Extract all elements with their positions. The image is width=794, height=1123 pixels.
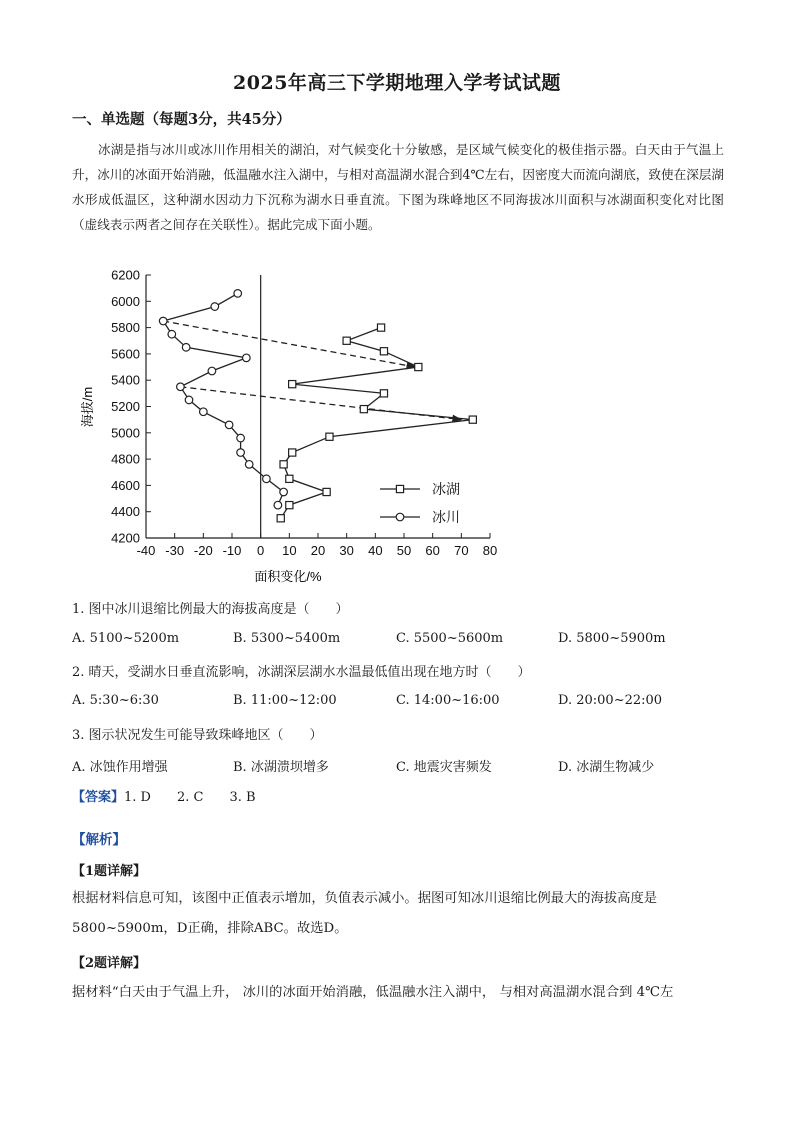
glacial-lake-point bbox=[415, 363, 422, 370]
q3-option-a: A. 冰蚀作用增强 bbox=[72, 760, 168, 775]
x-tick-label: 30 bbox=[339, 543, 354, 558]
glacial-lake-point bbox=[277, 515, 284, 522]
x-tick-label: 10 bbox=[282, 543, 297, 558]
y-tick-label: 5400 bbox=[111, 372, 140, 388]
glacier-point bbox=[234, 290, 242, 298]
answer-tag: 【答案】 bbox=[72, 790, 125, 805]
glacial-lake-point bbox=[469, 416, 476, 423]
y-tick-label: 5800 bbox=[111, 320, 140, 336]
legend-label: 冰湖 bbox=[432, 481, 460, 497]
q3-option-c: C. 地震灾害频发 bbox=[396, 760, 492, 775]
glacier-point bbox=[274, 501, 282, 509]
question-1-stem: 1. 图中冰川退缩比例最大的海拔高度是（ ） bbox=[72, 602, 349, 617]
q3-option-d: D. 冰湖生物减少 bbox=[558, 760, 655, 775]
detail-1-line-1: 根据材料信息可知，该图中正值表示增加，负值表示减小。据图可知冰川退缩比例最大的海拔高度是 bbox=[72, 891, 658, 906]
glacier-point bbox=[200, 408, 208, 416]
legend-label: 冰川 bbox=[432, 509, 460, 525]
intro-text: 冰湖是指与冰川或冰川作用相关的湖泊，对气候变化十分敏感，是区域气候变化的极佳指示器。白天由于气温上升，冰川的冰面开始消融，低温融水注入湖中，与相对高温湖水混合到4℃左右，因密度大而流向湖底，致使在深层湖水形成低温区，这种湖水因动力下沉称为湖水日垂直流。下图为珠峰地区不同海拔冰川面积与冰湖面积变化对比图（虚线表示两者之间存在关联性）。据此完成下面小题。 bbox=[72, 142, 724, 232]
glacial-lake-point bbox=[289, 381, 296, 388]
detail-2-text bbox=[72, 978, 722, 1008]
page-title: 2025年高三下学期地理入学考试试题 bbox=[233, 72, 561, 94]
glacier-line bbox=[163, 293, 283, 505]
glacier-point bbox=[237, 449, 245, 457]
glacier-point bbox=[185, 396, 193, 404]
q1-option-a: A. 5100~5200m bbox=[72, 631, 180, 646]
x-tick-label: 80 bbox=[482, 543, 498, 558]
glacier-point bbox=[225, 421, 233, 429]
x-tick-label: 40 bbox=[368, 543, 383, 558]
detail-1-heading: 【1题详解】 bbox=[72, 864, 147, 879]
glacier-point bbox=[168, 330, 176, 338]
question-3-stem: 3. 图示状况发生可能导致珠峰地区（ ） bbox=[72, 728, 323, 743]
glacial-lake-point bbox=[286, 475, 293, 482]
detail-2-line-1: 据材料“白天由于气温上升， 冰川的冰面开始消融，低温融水注入湖中， 与相对高温湖水混合到 4℃左 bbox=[72, 985, 674, 1000]
answer-row bbox=[72, 786, 256, 805]
section-heading: 一、单选题（每题3分，共45分） bbox=[72, 111, 291, 128]
y-tick-label: 5600 bbox=[111, 346, 140, 362]
glacial-lake-point bbox=[377, 324, 384, 331]
x-tick-label: -20 bbox=[193, 543, 213, 558]
y-tick-label: 4400 bbox=[111, 504, 140, 520]
area-change-chart bbox=[80, 265, 510, 585]
glacial-lake-point bbox=[380, 390, 387, 397]
y-axis-label: 海拔/m bbox=[80, 386, 95, 428]
q1-option-c: C. 5500~5600m bbox=[396, 631, 504, 646]
q2-option-c: C. 14:00~16:00 bbox=[396, 693, 500, 708]
glacial-lake-point bbox=[289, 449, 296, 456]
glacier-point bbox=[243, 354, 251, 362]
y-tick-label: 4800 bbox=[111, 451, 140, 467]
q2-option-b: B. 11:00~12:00 bbox=[233, 693, 337, 708]
glacial-lake-point bbox=[343, 337, 350, 344]
glacial-lake-point bbox=[323, 488, 330, 495]
glacier-point bbox=[182, 344, 190, 352]
y-tick-label: 4600 bbox=[111, 477, 140, 493]
y-tick-label: 5200 bbox=[111, 399, 140, 414]
detail-1-line-2: 5800~5900m，D正确，排除ABC。故选D。 bbox=[72, 921, 348, 936]
legend-square-marker bbox=[396, 485, 403, 492]
glacier-point bbox=[208, 367, 216, 375]
analysis-tag: 【解析】 bbox=[72, 832, 126, 848]
glacier-point bbox=[263, 475, 271, 483]
x-tick-label: 60 bbox=[425, 543, 440, 558]
detail-2-heading: 【2题详解】 bbox=[72, 956, 147, 971]
intro-passage bbox=[72, 137, 724, 237]
detail-1-text bbox=[72, 884, 722, 944]
q1-option-d: D. 5800~5900m bbox=[558, 631, 666, 646]
glacier-point bbox=[211, 303, 219, 311]
glacial-lake-point bbox=[360, 406, 367, 413]
y-tick-label: 6000 bbox=[111, 293, 140, 309]
glacier-point bbox=[245, 461, 253, 469]
x-tick-label: 20 bbox=[310, 543, 326, 558]
x-tick-label: -40 bbox=[136, 543, 156, 558]
x-tick-label: 70 bbox=[454, 543, 469, 558]
q1-option-b: B. 5300~5400m bbox=[233, 631, 341, 646]
y-tick-label: 6200 bbox=[111, 267, 140, 283]
glacier-point bbox=[159, 317, 167, 325]
glacial-lake-point bbox=[326, 433, 333, 440]
x-tick-label: 50 bbox=[396, 543, 412, 558]
x-axis-label: 面积变化/% bbox=[254, 569, 322, 584]
x-tick-label: 0 bbox=[257, 543, 265, 558]
glacial-lake-point bbox=[280, 461, 287, 468]
answer-values: 1. D 2. C 3. B bbox=[124, 790, 256, 805]
q3-option-b: B. 冰湖溃坝增多 bbox=[233, 760, 329, 775]
q2-option-d: D. 20:00~22:00 bbox=[558, 693, 663, 708]
glacier-point bbox=[237, 434, 245, 442]
y-tick-label: 5000 bbox=[111, 425, 140, 441]
glacier-point bbox=[280, 488, 288, 496]
x-tick-label: -10 bbox=[222, 543, 242, 558]
q2-option-a: A. 5:30~6:30 bbox=[72, 693, 159, 708]
x-tick-label: -30 bbox=[165, 543, 185, 558]
question-2-stem: 2. 晴天，受湖水日垂直流影响，冰湖深层湖水水温最低值出现在地方时（ ） bbox=[72, 665, 531, 680]
y-tick-label: 4200 bbox=[111, 530, 140, 546]
glacier-point bbox=[177, 383, 185, 391]
glacial-lake-point bbox=[380, 348, 387, 355]
glacial-lake-point bbox=[286, 502, 293, 509]
legend-circle-marker bbox=[396, 513, 404, 521]
